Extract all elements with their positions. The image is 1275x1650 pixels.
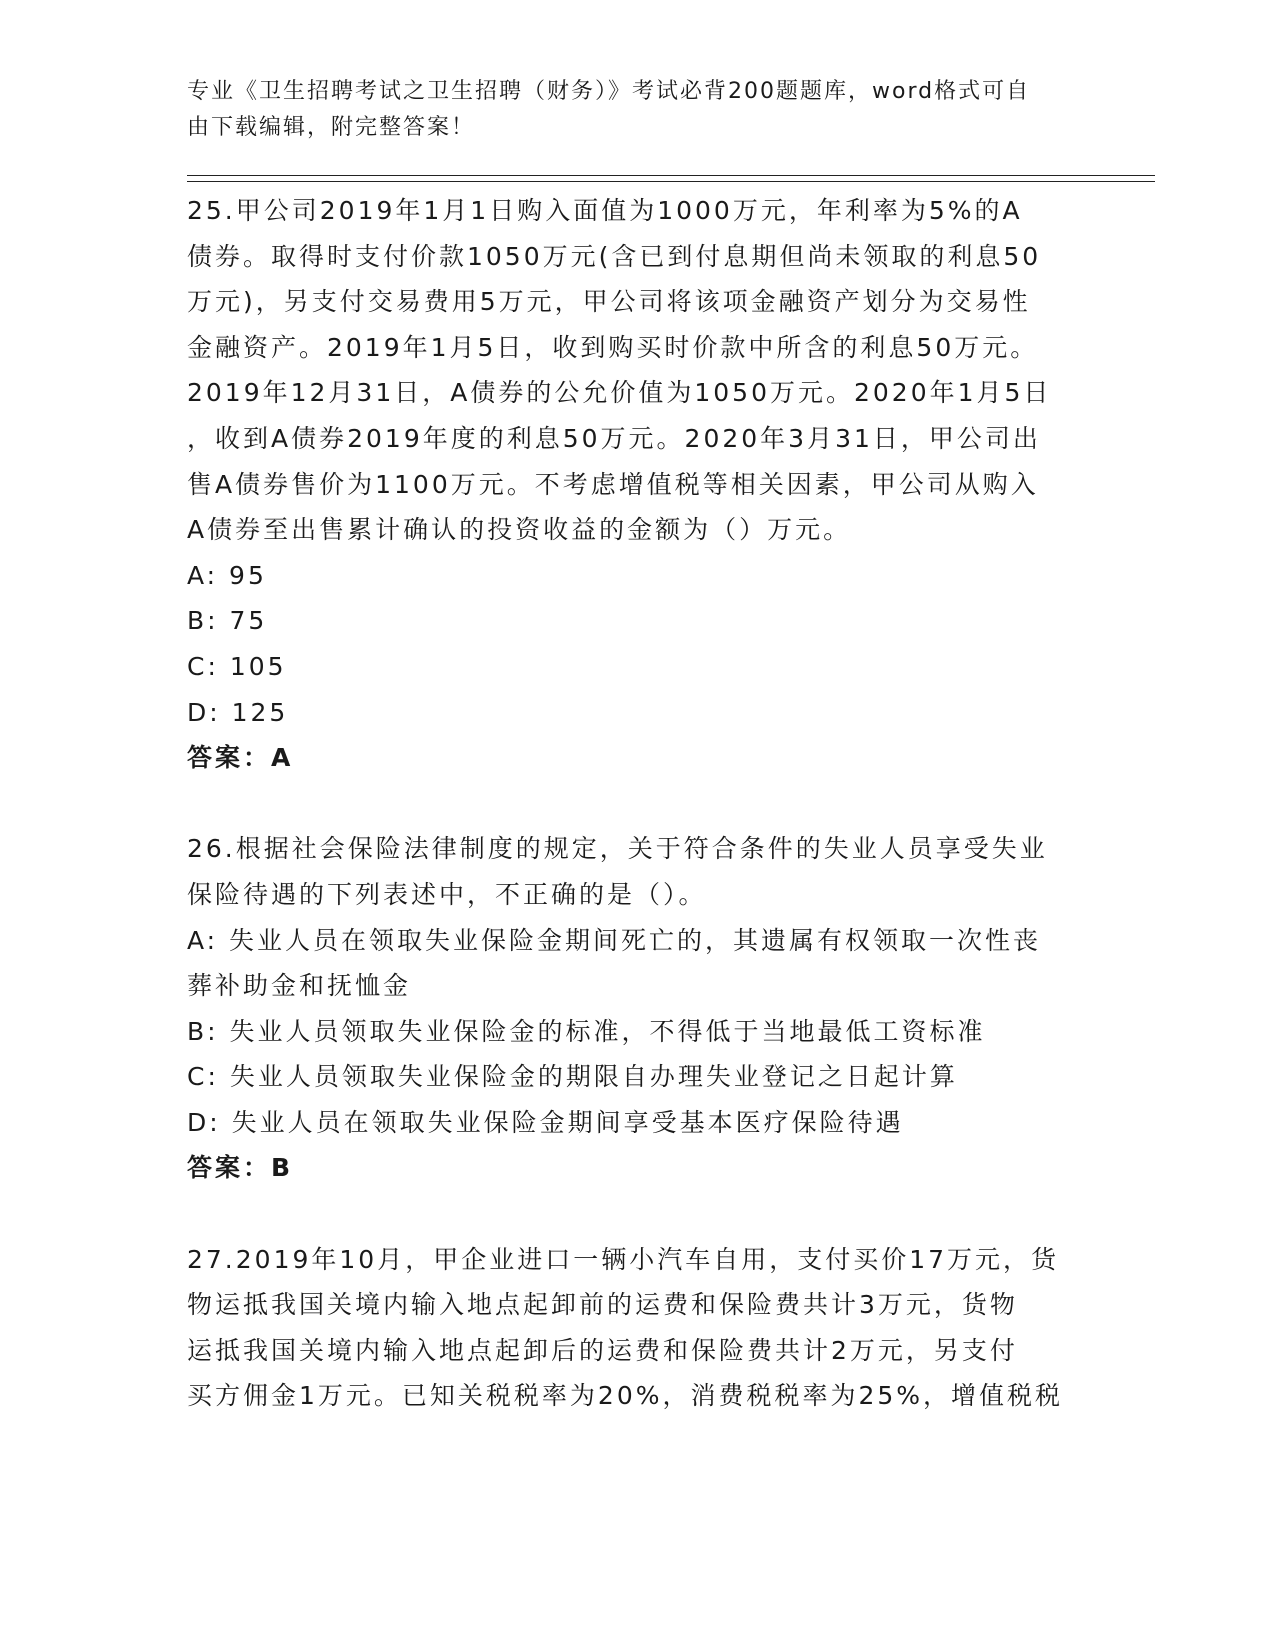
answer-label: 答案：B [187, 1153, 294, 1183]
question-text-line: 保险待遇的下列表述中，不正确的是（）。 [187, 879, 707, 909]
question-text-line: 25.甲公司2019年1月1日购入面值为1000万元，年利率为5%的A [187, 196, 1023, 225]
question-text-line: 万元)，另支付交易费用5万元，甲公司将该项金融资产划分为交易性 [187, 287, 1031, 317]
page-header [187, 74, 1077, 146]
question-text-line: 物运抵我国关境内输入地点起卸前的运费和保险费共计3万元，货物 [187, 1290, 1018, 1320]
spacer [187, 1191, 1087, 1237]
question-text-line: 金融资产。2019年1月5日，收到购买时价款中所含的利息50万元。 [187, 332, 1039, 362]
question-25 [187, 188, 1087, 781]
option-a: A: 95 [187, 560, 267, 590]
header-rule-bottom [187, 181, 1155, 182]
option-c: C: 105 [187, 651, 287, 681]
option-d: D: 125 [187, 697, 289, 727]
header-rule-top [187, 175, 1155, 176]
header-line-2: 由下载编辑，附完整答案！ [187, 115, 476, 140]
question-text-line: 债券。取得时支付价款1050万元(含已到付息期但尚未领取的利息50 [187, 241, 1042, 271]
question-text-line: 27.2019年10月，甲企业进口一辆小汽车自用，支付买价17万元，货 [187, 1244, 1060, 1274]
answer-label: 答案：A [187, 743, 294, 773]
option-d: D: 失业人员在领取失业保险金期间享受基本医疗保险待遇 [187, 1107, 904, 1137]
option-a-continued: 葬补助金和抚恤金 [187, 971, 412, 1001]
question-text-line: 买方佣金1万元。已知关税税率为20%，消费税税率为25%，增值税税 [187, 1381, 1064, 1411]
option-c: C: 失业人员领取失业保险金的期限自办理失业登记之日起计算 [187, 1062, 958, 1092]
question-text-line: A债券至出售累计确认的投资收益的金额为（）万元。 [187, 515, 852, 545]
option-a: A: 失业人员在领取失业保险金期间死亡的，其遗属有权领取一次性丧 [187, 925, 1042, 955]
header-line-1: 专业《卫生招聘考试之卫生招聘（财务）》考试必背200题题库，word格式可自 [187, 79, 1031, 104]
option-b: B: 失业人员领取失业保险金的标准，不得低于当地最低工资标准 [187, 1016, 986, 1046]
question-text-line: 售A债券售价为1100万元。不考虑增值税等相关因素，甲公司从购入 [187, 469, 1039, 499]
question-text-line: 26.根据社会保险法律制度的规定，关于符合条件的失业人员享受失业 [187, 834, 1048, 864]
option-b: B: 75 [187, 606, 268, 636]
spacer [187, 781, 1087, 827]
question-text-line: 2019年12月31日，A债券的公允价值为1050万元。2020年1月5日 [187, 378, 1052, 408]
question-27 [187, 1237, 1087, 1419]
question-text-line: 运抵我国关境内输入地点起卸后的运费和保险费共计2万元，另支付 [187, 1335, 1018, 1365]
document-body [187, 188, 1087, 1419]
question-text-line: ，收到A债券2019年度的利息50万元。2020年3月31日，甲公司出 [187, 423, 1041, 453]
question-26 [187, 826, 1087, 1191]
